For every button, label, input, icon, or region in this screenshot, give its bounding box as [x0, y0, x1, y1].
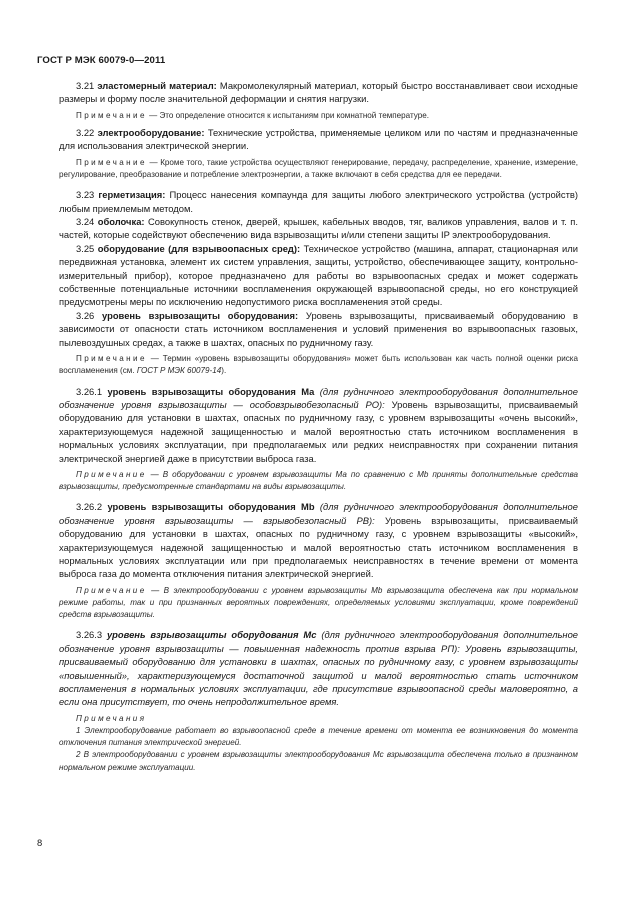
term: герметизация:: [98, 189, 166, 201]
definition-text: Процесс нанесения компаунда для защиты любого электрического устройства (устройств) любым приемлемым методом.: [59, 189, 578, 214]
term: уровень взрывозащиты оборудования:: [102, 309, 299, 321]
clause-number: 3.26: [76, 309, 103, 321]
term-qualifier: (для рудничного электрооборудования дополнительное обозначение уровня взрывозащиты — особовзрывобезопасный РО):: [59, 385, 578, 410]
note-text: — Кроме того, такие устройства осуществляют генерирование, передачу, распределение, хранение, измерение, регулирование, преобразование и потребление электроэнергии, а также включают в себя средства для ее передачи.: [59, 157, 578, 180]
definition-3-25: [59, 242, 578, 309]
note-label: Примечание: [76, 585, 147, 595]
notes-3-26-3-heading: [59, 713, 578, 725]
term: уровень взрывозащиты оборудования Мс: [106, 629, 317, 641]
definition-text: Технические устройства, применяемые целиком или по частям и предназначенные для использования электрической энергии.: [59, 127, 578, 152]
page-number: 8: [37, 837, 43, 848]
clause-number: 3.22: [76, 127, 98, 139]
document-body: [59, 79, 578, 774]
term-qualifier: (для рудничного электрооборудования дополнительное обозначение уровня взрывозащиты — повышенная надежность против взрыва РП):: [59, 629, 578, 654]
definition-3-26-2: [59, 500, 578, 580]
term: уровень взрывозащиты оборудования Ма: [107, 385, 315, 397]
definition-3-26: [59, 309, 578, 349]
note-3-26-2: [59, 585, 578, 622]
definition-text: Макромолекулярный материал, который быстро восстанавливает свои исходные размеры и форму после значительной деформации и снятия нагрузки.: [59, 80, 578, 105]
note-text: — Термин «уровень взрывозащиты оборудования» может быть использован как часть полной оценки риска воспламенения (см.: [59, 354, 578, 376]
note-3-26: [59, 353, 578, 377]
clause-number: 3.26.3: [76, 629, 107, 641]
note-3-26-3-item-2: 2 В электрооборудовании с уровнем взрывозащиты электрооборудования Мс взрывозащита обеспечена только в признанном нормальном режиме эксплуатации.: [59, 750, 578, 772]
definition-text: Совокупность стенок, дверей, крышек, кабельных вводов, тяг, валиков управления, валов и т. п. частей, которые содействуют обеспечению вида взрывозащиты и/или степени защиты IP электрооборудования.: [59, 216, 578, 241]
clause-number: 3.26.1: [76, 385, 108, 397]
definition-text: Техническое устройство (машина, аппарат, стационарная или передвижная установка, элемент их систем управления, защиты, устройство, обеспечивающее защиту, контрольно-измерительный прибор), которое предназначено для работы во взрывоопасных средах и может содержать собственные потенциальные источники воспламенения окружающей взрывоопасной среды, но его конструкцией предусмотрены меры по исключению недопустимого риска воспламенения этой среды.: [59, 242, 578, 308]
note-3-26-1: [59, 469, 578, 493]
definition-text: Уровень взрывозащиты, присваиваемый оборудованию для установки в шахтах, опасных по рудничному газу, с уровнем взрывозащиты «повышенный», характеризующемуся достаточной защитой и малой вероятностью стать источником воспламенения в нормальных условиях эксплуатации, где присутствие взрывоопасной среды маловероятно, а если она присутствует, то очень непродолжительное время.: [59, 642, 578, 708]
clause-number: 3.25: [76, 242, 98, 254]
note-3-21: [59, 110, 578, 122]
clause-number: 3.21: [76, 80, 98, 91]
note-text: — Это определение относится к испытаниям при комнатной температуре.: [146, 110, 429, 120]
note-label: Примечание: [76, 110, 147, 120]
note-label: Примечание: [76, 469, 147, 479]
clause-number: 3.24: [76, 216, 98, 228]
note-label: Примечание: [76, 354, 147, 364]
clause-number: 3.23: [76, 189, 99, 201]
term: электрооборудование:: [97, 127, 205, 139]
clause-number: 3.26.2: [76, 501, 108, 513]
page-header: ГОСТ Р МЭК 60079-0—2011: [37, 55, 166, 66]
term: уровень взрывозащиты оборудования Mb: [107, 501, 315, 513]
definition-3-24: [59, 215, 578, 242]
term-qualifier: (для рудничного электрооборудования дополнительное обозначение уровня взрывозащиты — взрывобезопасный РВ):: [59, 501, 578, 526]
definition-text: Уровень взрывозащиты, присваиваемый оборудованию в зависимости от опасности стать источником воспламенения и условий применения во взрывоопасных газовых, пылевоздушных средах, а также в шахтах, опасных по рудничному газу.: [59, 309, 579, 348]
definition-text: Уровень взрывозащиты, присваиваемый оборудованию для установки в шахтах, опасных по рудничному газу, с уровнем взрывозащиты «очень высокий», характеризующемуся надежной защищенностью и малой вероятностью стать источником воспламенения в нормальных условиях эксплуатации, при предполагаемых или редких неисправностях при сохранении питания электрической энергией даже в присутствии выброса газа.: [59, 398, 579, 464]
note-text: — В электрооборудовании с уровнем взрывозащиты Mb взрывозащита обеспечена как при нормальном режиме работы, так и при признанных вероятных повреждениях, определяемых условиями эксплуатации, кроме повреждений средств взрывозащиты.: [59, 585, 578, 620]
note-3-26-3-item-1: 1 Электрооборудование работает во взрывоопасной среде в течение времени от момента ее возникновения до момента отключения питания электрической энергией.: [59, 726, 578, 748]
term: оборудование (для взрывоопасных сред):: [97, 242, 301, 254]
term: оболочка:: [97, 216, 145, 228]
term: эластомерный материал:: [97, 80, 217, 91]
definition-3-23: [59, 188, 578, 215]
definition-3-22: [59, 126, 578, 153]
note-3-22: [59, 157, 578, 181]
note-text-tail: ).: [221, 366, 227, 376]
note-text: — В оборудовании с уровнем взрывозащиты Ма по сравнению с Mb приняты дополнительные средства взрывозащиты, предусмотренные стандартами на виды взрывозащиты.: [59, 469, 578, 492]
definition-text: Уровень взрывозащиты, присваиваемый оборудованию для установки в шахтах, опасных по рудничному газу, с уровнем взрывозащиты «высокий», характеризующемуся надежной защищенностью и малой вероятностью стать источником воспламенения в нормальных условиях эксплуатации или при предполагаемых неисправностях в течение времени от момента выброса газа до момента отключения питания электрической энергией.: [59, 514, 578, 580]
standard-reference: ГОСТ Р МЭК 60079-14: [136, 366, 222, 376]
notes-label: Примечания: [76, 713, 147, 723]
definition-3-21: [59, 79, 578, 106]
definition-3-26-3: [59, 628, 578, 708]
note-label: Примечание: [76, 157, 147, 167]
definition-3-26-1: [59, 385, 578, 465]
